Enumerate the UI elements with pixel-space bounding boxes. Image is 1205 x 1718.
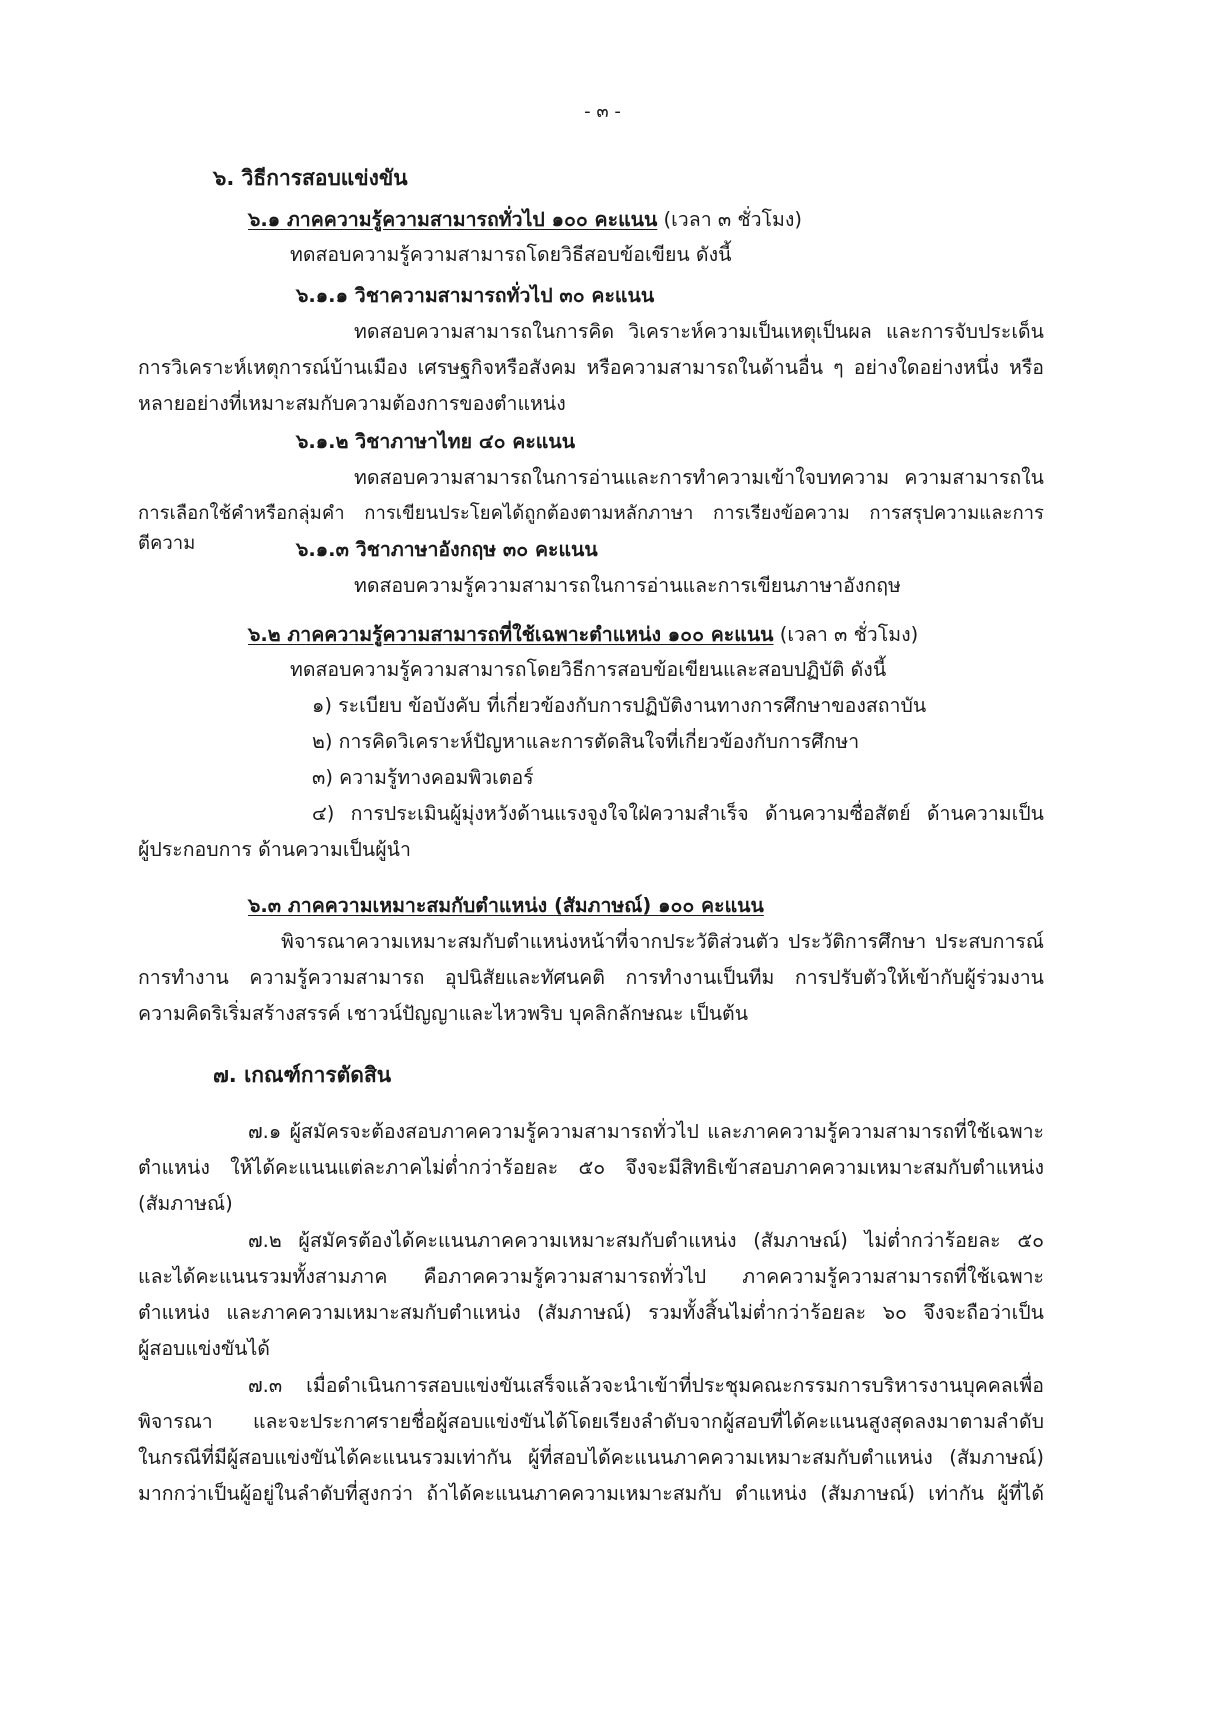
section-7-2-line-3: ตำแหน่ง และภาคความเหมาะสมกับตำแหน่ง (สัมภาษณ์) รวมทั้งสิ้นไม่ต่ำกว่าร้อยละ ๖๐ จึงจะถือว่าเป็น xyxy=(138,1301,1044,1324)
section-7-heading: ๗. เกณฑ์การตัดสิน xyxy=(213,1063,392,1087)
section-7-3-line-2: พิจารณา และจะประกาศรายชื่อผู้สอบแข่งขันได้โดยเรียงลำดับจากผู้สอบที่ได้คะแนนสูงสุดลงมาตามลำดับ xyxy=(138,1410,1044,1433)
section-6-1-1-line-3: หลายอย่างที่เหมาะสมกับความต้องการของตำแหน่ง xyxy=(138,392,566,415)
section-6-1-2-line-1: ทดสอบความสามารถในการอ่านและการทำความเข้าใจบทความ ความสามารถใน xyxy=(354,466,1044,489)
section-6-3-line-1: พิจารณาความเหมาะสมกับตำแหน่งหน้าที่จากประวัติส่วนตัว ประวัติการศึกษา ประสบการณ์ xyxy=(281,930,1044,953)
section-7-1-line-1: ๗.๑ ผู้สมัครจะต้องสอบภาคความรู้ความสามารถทั่วไป และภาคความรู้ความสามารถที่ใช้เฉพาะ xyxy=(248,1120,1044,1143)
section-6-2-item-4: ๔) การประเมินผู้มุ่งหวังด้านแรงจูงใจใฝ่ความสำเร็จ ด้านความซื่อสัตย์ ด้านความเป็น xyxy=(312,802,1044,825)
section-6-3-title: ๖.๓ ภาคความเหมาะสมกับตำแหน่ง (สัมภาษณ์) ๑๐๐ คะแนน xyxy=(248,894,764,917)
section-6-1-intro: ทดสอบความรู้ความสามารถโดยวิธีสอบข้อเขียน ดังนี้ xyxy=(290,243,732,266)
section-6-3-line-3: ความคิดริเริ่มสร้างสรรค์ เชาวน์ปัญญาและไหวพริบ บุคลิกลักษณะ เป็นต้น xyxy=(138,1002,749,1025)
section-6-1-title: ๖.๑ ภาคความรู้ความสามารถทั่วไป ๑๐๐ คะแนน xyxy=(248,208,658,231)
section-6-1-title-line xyxy=(248,205,802,235)
section-6-heading: ๖. วิธีการสอบแข่งขัน xyxy=(213,166,408,190)
section-6-3-line-2: การทำงาน ความรู้ความสามารถ อุปนิสัยและทัศนคติ การทำงานเป็นทีม การปรับตัวให้เข้ากับผู้ร่วมงาน xyxy=(138,966,1044,989)
section-7-2-line-1: ๗.๒ ผู้สมัครต้องได้คะแนนภาคความเหมาะสมกับตำแหน่ง (สัมภาษณ์) ไม่ต่ำกว่าร้อยละ ๕๐ xyxy=(248,1229,1044,1252)
section-7-2-line-2: และได้คะแนนรวมทั้งสามภาค คือภาคความรู้ความสามารถทั่วไป ภาคความรู้ความสามารถที่ใช้เฉพาะ xyxy=(138,1265,1044,1288)
section-7-3-line-3: ในกรณีที่มีผู้สอบแข่งขันได้คะแนนรวมเท่ากัน ผู้ที่สอบได้คะแนนภาคความเหมาะสมกับตำแหน่ง (สัมภาษณ์) xyxy=(138,1446,1044,1469)
section-7-1-line-2: ตำแหน่ง ให้ได้คะแนนแต่ละภาคไม่ต่ำกว่าร้อยละ ๕๐ จึงจะมีสิทธิเข้าสอบภาคความเหมาะสมกับตำแหน่ง xyxy=(138,1156,1044,1179)
section-6-1-2-line-2: การเลือกใช้คำหรือกลุ่มคำ การเขียนประโยคได้ถูกต้องตามหลักภาษา การเรียงข้อความ การสรุปความและการตีความ xyxy=(138,503,1044,554)
section-6-1-1-line-2: การวิเคราะห์เหตุการณ์บ้านเมือง เศรษฐกิจหรือสังคม หรือความสามารถในด้านอื่น ๆ อย่างใดอย่างหนึ่ง หรือ xyxy=(138,356,1044,379)
section-6-2-time: (เวลา ๓ ชั่วโมง) xyxy=(779,623,919,646)
section-7-3-line-1: ๗.๓ เมื่อดำเนินการสอบแข่งขันเสร็จแล้วจะนำเข้าที่ประชุมคณะกรรมการบริหารงานบุคคลเพื่อ xyxy=(248,1374,1044,1397)
section-6-1-time: (เวลา ๓ ชั่วโมง) xyxy=(663,208,803,231)
section-6-2-item-2: ๒) การคิดวิเคราะห์ปัญหาและการตัดสินใจที่เกี่ยวข้องกับการศึกษา xyxy=(312,730,860,753)
page-number: - ๓ - xyxy=(584,101,621,122)
section-6-1-2-title: ๖.๑.๒ วิชาภาษาไทย ๔๐ คะแนน xyxy=(296,430,576,453)
section-6-2-intro: ทดสอบความรู้ความสามารถโดยวิธีการสอบข้อเขียนและสอบปฏิบัติ ดังนี้ xyxy=(290,658,887,681)
section-6-1-1-line-1: ทดสอบความสามารถในการคิด วิเคราะห์ความเป็นเหตุเป็นผล และการจับประเด็น xyxy=(354,320,1044,343)
section-6-2-title-line xyxy=(248,620,918,650)
section-6-2-title: ๖.๒ ภาคความรู้ความสามารถที่ใช้เฉพาะตำแหน่ง ๑๐๐ คะแนน xyxy=(248,623,774,646)
section-6-1-1-title: ๖.๑.๑ วิชาความสามารถทั่วไป ๓๐ คะแนน xyxy=(296,284,655,307)
section-7-2-line-4: ผู้สอบแข่งขันได้ xyxy=(138,1337,270,1360)
section-6-2-item-1: ๑) ระเบียบ ข้อบังคับ ที่เกี่ยวข้องกับการปฏิบัติงานทางการศึกษาของสถาบัน xyxy=(312,694,927,717)
section-6-1-3-line-1: ทดสอบความรู้ความสามารถในการอ่านและการเขียนภาษาอังกฤษ xyxy=(354,574,901,597)
section-7-1-line-3: (สัมภาษณ์) xyxy=(138,1192,233,1215)
section-7-3-line-4: มากกว่าเป็นผู้อยู่ในลำดับที่สูงกว่า ถ้าได้คะแนนภาคความเหมาะสมกับ ตำแหน่ง (สัมภาษณ์) เท่ากัน ผู้ที่ได้ xyxy=(138,1482,1044,1505)
section-6-1-3-title: ๖.๑.๓ วิชาภาษาอังกฤษ ๓๐ คะแนน xyxy=(296,538,598,561)
section-6-2-item-3: ๓) ความรู้ทางคอมพิวเตอร์ xyxy=(312,766,534,789)
section-6-2-item-4-cont: ผู้ประกอบการ ด้านความเป็นผู้นำ xyxy=(138,838,411,861)
